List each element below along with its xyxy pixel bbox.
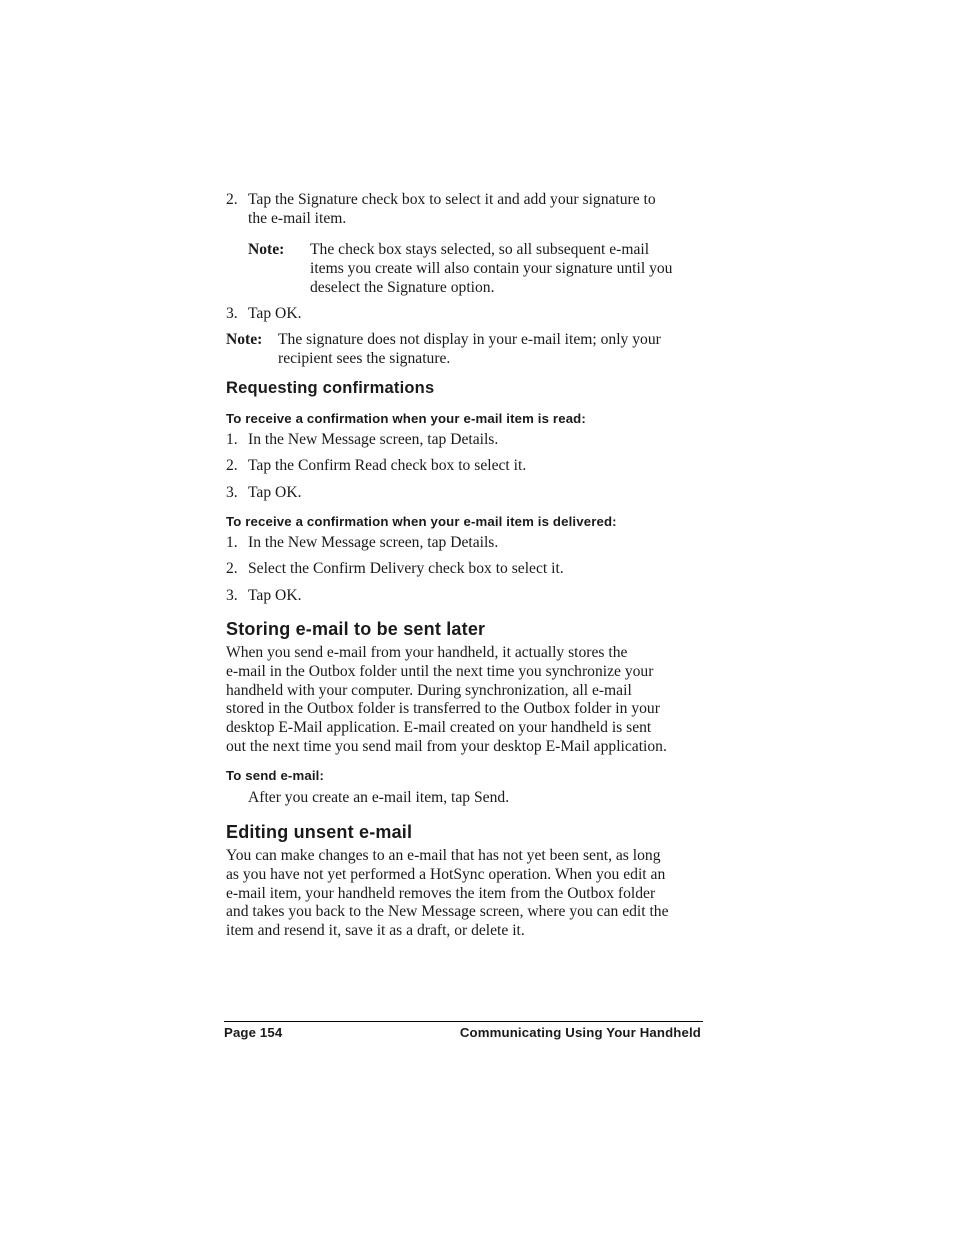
note-text-line: The check box stays selected, so all subsequent e-mail: [310, 241, 650, 258]
step-number: 3.: [226, 305, 238, 322]
note-text: [310, 241, 710, 297]
step-number: 2.: [226, 560, 238, 577]
section-heading: Requesting confirmations: [226, 379, 435, 397]
step-number: 1.: [226, 431, 238, 448]
paragraph-line: desktop E-Mail application. E-mail created on your handheld is sent: [226, 719, 652, 737]
step-text: Tap OK.: [248, 484, 302, 501]
paragraph-line: and takes you back to the New Message screen, where you can edit the: [226, 903, 669, 921]
note-text: [278, 331, 708, 369]
paragraph-line: e-mail in the Outbox folder until the next time you synchronize your: [226, 662, 654, 680]
step-text: Select the Confirm Delivery check box to select it.: [248, 560, 564, 577]
note-label: Note:: [248, 241, 285, 258]
note-text-line: deselect the Signature option.: [310, 278, 495, 296]
procedure-title: To receive a confirmation when your e-mail item is delivered:: [226, 514, 617, 529]
paragraph-line: as you have not yet performed a HotSync operation. When you edit an: [226, 865, 666, 883]
step-text: Tap OK.: [248, 305, 302, 322]
footer-page-number: Page 154: [224, 1025, 283, 1040]
paragraph-line: stored in the Outbox folder is transferred to the Outbox folder in your: [226, 700, 660, 718]
body-paragraph: [226, 847, 704, 941]
step-text: In the New Message screen, tap Details.: [248, 534, 499, 551]
section-heading: Editing unsent e-mail: [226, 822, 413, 842]
paragraph-line: handheld with your computer. During synchronization, all e-mail: [226, 681, 632, 699]
step-text: Tap the Confirm Read check box to select it.: [248, 457, 527, 474]
paragraph-line: When you send e-mail from your handheld, it actually stores the: [226, 644, 628, 661]
paragraph-line: item and resend it, save it as a draft, or delete it.: [226, 922, 525, 940]
footer-rule: [224, 1021, 703, 1022]
paragraph-line: e-mail item, your handheld removes the item from the Outbox folder: [226, 884, 656, 902]
body-paragraph: [226, 644, 704, 757]
note-text-line: The signature does not display in your e-mail item; only your: [278, 331, 661, 348]
step-number: 2.: [226, 191, 238, 208]
note-text-line: items you create will also contain your signature until you: [310, 259, 673, 277]
step-number: 3.: [226, 587, 238, 604]
paragraph-line: You can make changes to an e-mail that has not yet been sent, as long: [226, 847, 661, 864]
step-number: 2.: [226, 457, 238, 474]
note-label: Note:: [226, 331, 263, 348]
procedure-text: After you create an e-mail item, tap Send.: [248, 789, 510, 806]
procedure-title: To send e-mail:: [226, 768, 324, 783]
step-number: 3.: [226, 484, 238, 501]
step-number: 1.: [226, 534, 238, 551]
paragraph-line: out the next time you send mail from your desktop E-Mail application.: [226, 737, 667, 755]
step-text-line: the e-mail item.: [248, 209, 347, 227]
note-text-line: recipient sees the signature.: [278, 349, 451, 367]
step-text: [248, 191, 704, 229]
procedure-title: To receive a confirmation when your e-mail item is read:: [226, 411, 586, 426]
footer-chapter-title: Communicating Using Your Handheld: [459, 1025, 701, 1040]
section-heading: Storing e-mail to be sent later: [226, 619, 486, 639]
step-text-line: Tap the Signature check box to select it and add your signature to: [248, 191, 656, 208]
step-text: Tap OK.: [248, 587, 302, 604]
step-text: In the New Message screen, tap Details.: [248, 431, 499, 448]
